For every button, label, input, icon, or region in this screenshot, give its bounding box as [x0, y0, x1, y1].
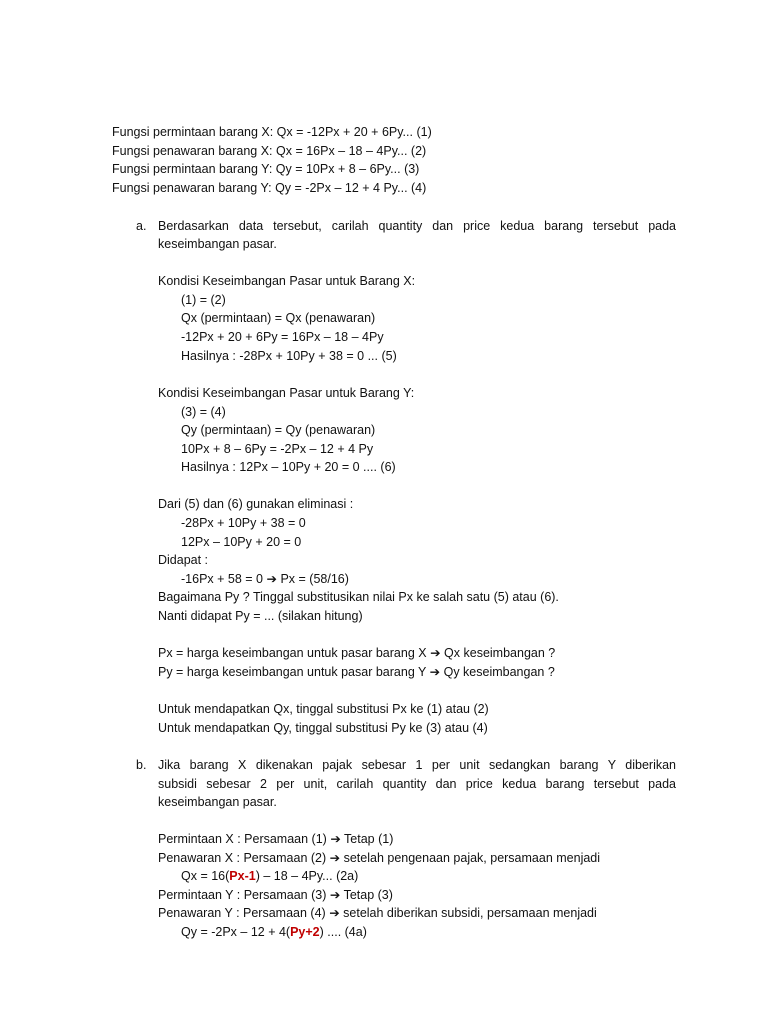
equation-4a-post: ) .... (4a): [319, 925, 367, 939]
arrow-icon: ➔: [429, 665, 441, 679]
function-3: Fungsi permintaan barang Y: Qy = 10Px + 8 – 6Py... (3): [112, 162, 420, 176]
list-marker-a: a.: [136, 219, 147, 233]
arrow-icon: ➔: [330, 832, 341, 846]
elimination-step-2: 12Px – 10Py + 20 = 0: [181, 535, 302, 549]
x-equilibrium-heading: Kondisi Keseimbangan Pasar untuk Barang X:: [158, 274, 416, 288]
qy-substitution: Untuk mendapatkan Qy, tinggal substitusi Py ke (3) atau (4): [158, 721, 488, 735]
supply-y-line: [158, 904, 597, 922]
didapat-label: Didapat :: [158, 553, 209, 567]
demand-x-result: Tetap (1): [344, 832, 394, 846]
arrow-icon: ➔: [329, 851, 341, 865]
demand-x-text: Permintaan X : Persamaan (1): [158, 832, 327, 846]
x-step-3: -12Px + 20 + 6Py = 16Px – 18 – 4Py: [181, 330, 384, 344]
equation-4a-pre: Qy = -2Px – 12 + 4(: [181, 925, 291, 939]
arrow-icon: ➔: [430, 646, 441, 660]
x-step-4: Hasilnya : -28Px + 10Py + 38 = 0 ... (5): [181, 349, 397, 363]
demand-y-line: [158, 886, 393, 904]
qy-equilibrium-text: Qy keseimbangan ?: [443, 665, 555, 679]
supply-x-line: [158, 849, 600, 867]
supply-x-result: setelah pengenaan pajak, persamaan menjadi: [343, 851, 601, 865]
question-a-line2: keseimbangan pasar.: [158, 237, 277, 251]
arrow-icon: ➔: [266, 572, 277, 586]
equation-2a-pre: Qx = 16(: [181, 869, 230, 883]
equation-2a-highlight: Px-1: [229, 869, 256, 883]
function-2: Fungsi penawaran barang X: Qx = 16Px – 18 – 4Py... (2): [112, 144, 427, 158]
question-b-line2: subsidi sebesar 2 per unit, carilah quantity dan price kedua barang tersebut pada: [158, 777, 676, 791]
demand-x-line: [158, 830, 393, 848]
py-definition: [158, 663, 555, 681]
py-definition-text: Py = harga keseimbangan untuk pasar barang Y: [158, 665, 427, 679]
question-b-line1: Jika barang X dikenakan pajak sebesar 1 per unit sedangkan barang Y diberikan: [158, 758, 676, 772]
y-step-4: Hasilnya : 12Px – 10Py + 20 = 0 .... (6): [181, 460, 396, 474]
supply-y-result: setelah diberikan subsidi, persamaan menjadi: [343, 906, 597, 920]
y-step-1: (3) = (4): [181, 405, 226, 419]
demand-y-text: Permintaan Y : Persamaan (3): [158, 888, 327, 902]
y-step-3: 10Px + 8 – 6Py = -2Px – 12 + 4 Py: [181, 442, 374, 456]
arrow-icon: ➔: [329, 888, 341, 902]
elimination-heading: Dari (5) dan (6) gunakan eliminasi :: [158, 497, 354, 511]
px-definition: [158, 644, 555, 662]
px-result-right: Px = (58/16): [280, 572, 349, 586]
py-hint-line2: Nanti didapat Py = ... (silakan hitung): [158, 609, 363, 623]
function-4: Fungsi penawaran barang Y: Qy = -2Px – 12 + 4 Py... (4): [112, 181, 427, 195]
px-definition-text: Px = harga keseimbangan untuk pasar barang X: [158, 646, 427, 660]
equation-4a-highlight: Py+2: [290, 925, 320, 939]
demand-y-result: Tetap (3): [343, 888, 393, 902]
qx-substitution: Untuk mendapatkan Qx, tinggal substitusi Px ke (1) atau (2): [158, 702, 489, 716]
arrow-icon: ➔: [329, 906, 340, 920]
equation-2a: [181, 867, 358, 885]
py-hint-line1: Bagaimana Py ? Tinggal substitusikan nilai Px ke salah satu (5) atau (6).: [158, 590, 559, 604]
y-step-2: Qy (permintaan) = Qy (penawaran): [181, 423, 376, 437]
equation-2a-post: ) – 18 – 4Py... (2a): [255, 869, 359, 883]
x-step-1: (1) = (2): [181, 293, 226, 307]
px-result-line: [181, 570, 349, 588]
elimination-step-1: -28Px + 10Py + 38 = 0: [181, 516, 306, 530]
px-result-left: -16Px + 58 = 0: [181, 572, 264, 586]
question-a-line1: Berdasarkan data tersebut, carilah quantity dan price kedua barang tersebut pada: [158, 219, 676, 233]
x-step-2: Qx (permintaan) = Qx (penawaran): [181, 311, 376, 325]
supply-y-text: Penawaran Y : Persamaan (4): [158, 906, 326, 920]
y-equilibrium-heading: Kondisi Keseimbangan Pasar untuk Barang Y:: [158, 386, 415, 400]
question-b-line3: keseimbangan pasar.: [158, 795, 277, 809]
list-marker-b: b.: [136, 758, 147, 772]
supply-x-text: Penawaran X : Persamaan (2): [158, 851, 327, 865]
equation-4a: [181, 923, 367, 941]
qx-equilibrium-text: Qx keseimbangan ?: [444, 646, 556, 660]
function-1: Fungsi permintaan barang X: Qx = -12Px + 20 + 6Py... (1): [112, 125, 432, 139]
